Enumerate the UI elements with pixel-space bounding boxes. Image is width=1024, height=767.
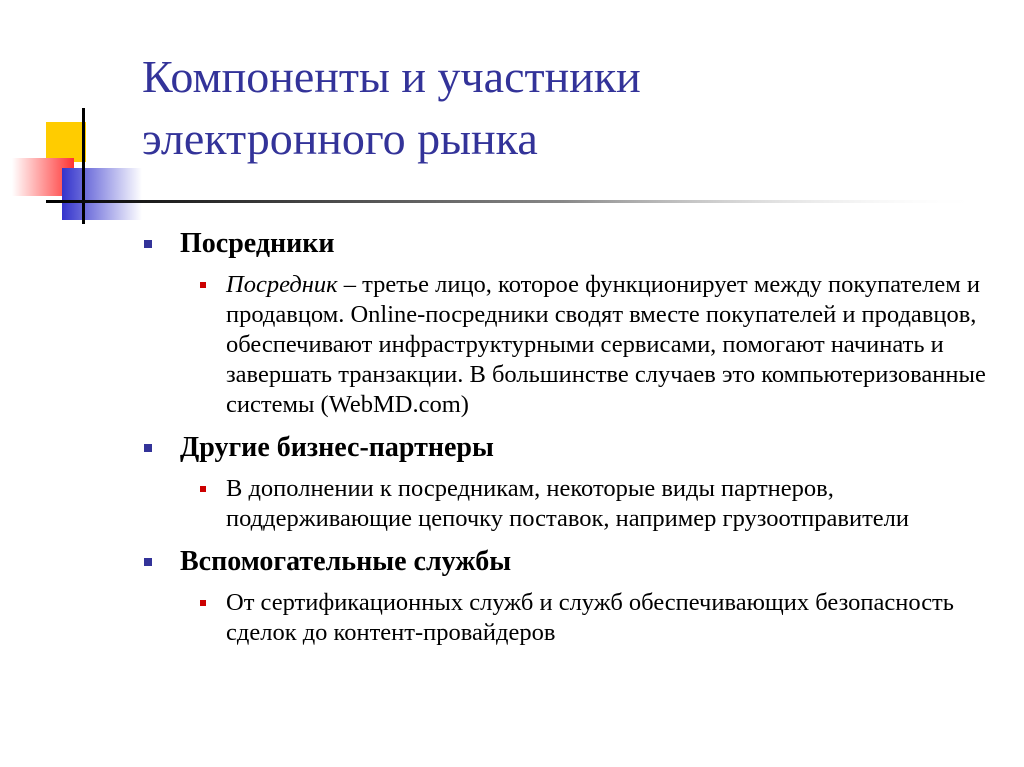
bullet-item-business-partners — [198, 474, 1002, 534]
heading-text: Посредники — [180, 228, 335, 259]
section-heading-support-services — [142, 544, 1002, 580]
item-text: В дополнении к посредникам, некоторые виды партнеров, поддерживающие цепочку поставок, например грузоотправители — [226, 475, 910, 532]
square-bullet-icon — [144, 558, 152, 566]
section-heading-intermediaries — [142, 226, 1002, 262]
item-text: От сертификационных служб и служб обеспечивающих безопасность сделок до контент-провайдеров — [226, 589, 954, 646]
term-italic: Посредник — [226, 271, 338, 298]
heading-text: Вспомогательные службы — [180, 546, 512, 577]
slide-body — [142, 226, 1002, 658]
bullet-item-support-services — [198, 588, 1002, 648]
square-bullet-icon — [144, 240, 152, 248]
deco-blue-gradient — [62, 168, 142, 220]
small-square-bullet-icon — [200, 600, 206, 606]
square-bullet-icon — [144, 444, 152, 452]
deco-yellow-square — [46, 122, 86, 162]
bullet-item-intermediaries — [198, 270, 1002, 420]
heading-text: Другие бизнес-партнеры — [180, 432, 494, 463]
title-line-2: электронного рынка — [142, 113, 538, 164]
small-square-bullet-icon — [200, 486, 206, 492]
section-heading-business-partners — [142, 430, 1002, 466]
title-line-1: Компоненты и участники — [142, 51, 641, 102]
item-text: – третье лицо, которое функционирует между покупателем и продавцом. Online-посредники сводят вместе покупателей и продавцов, обеспечивают инфраструктурными сервисами, помогают начинать и завершать транзакции. В большинстве случаев это компьютеризованные системы (WebMD.com) — [226, 271, 986, 418]
deco-horizontal-line — [46, 200, 986, 203]
slide-title — [142, 46, 1002, 170]
deco-vertical-line — [82, 108, 85, 224]
small-square-bullet-icon — [200, 282, 206, 288]
